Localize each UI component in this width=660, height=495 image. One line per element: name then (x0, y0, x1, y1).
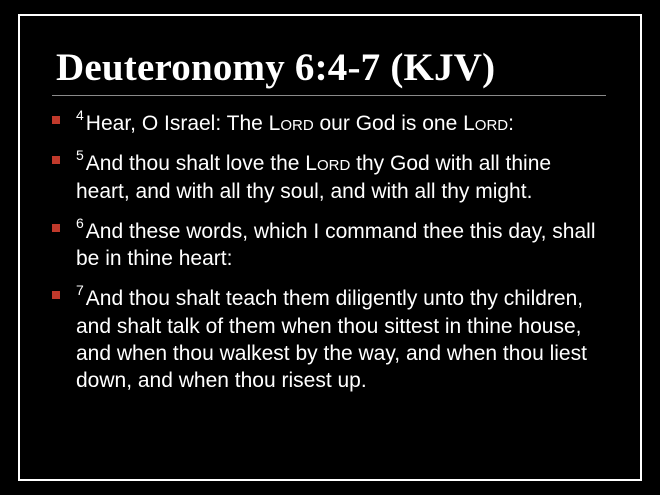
list-item (50, 214, 610, 273)
title-divider (52, 95, 606, 96)
list-item (50, 281, 610, 394)
bullet-square-icon (52, 224, 60, 232)
verse-text: And these words, which I command thee this day, shall be in thine heart: (76, 219, 596, 271)
bullet-square-icon (52, 116, 60, 124)
list-item (50, 146, 610, 205)
slide-title: Deuteronomy 6:4-7 (KJV) (56, 46, 496, 89)
verse-number: 7 (76, 282, 84, 299)
verse-text: And thou shalt love the Lord thy God with all thine heart, and with all thy soul, and with all thy might. (76, 152, 552, 203)
verse-number: 5 (76, 147, 84, 164)
verse-number: 4 (76, 106, 84, 123)
verse-list (50, 106, 610, 395)
verse-text: Hear, O Israel: The Lord our God is one Lord: (85, 111, 514, 135)
verse-text: And thou shalt teach them diligently unto thy children, and shalt talk of them when thou sittest in thine house, and when thou walkest by the way, and when thou liest down, and when thou risest up. (76, 287, 587, 393)
list-item (50, 106, 610, 137)
bullet-square-icon (52, 291, 60, 299)
bullet-square-icon (52, 156, 60, 164)
slide-content (30, 26, 630, 469)
verse-number: 6 (76, 214, 84, 231)
